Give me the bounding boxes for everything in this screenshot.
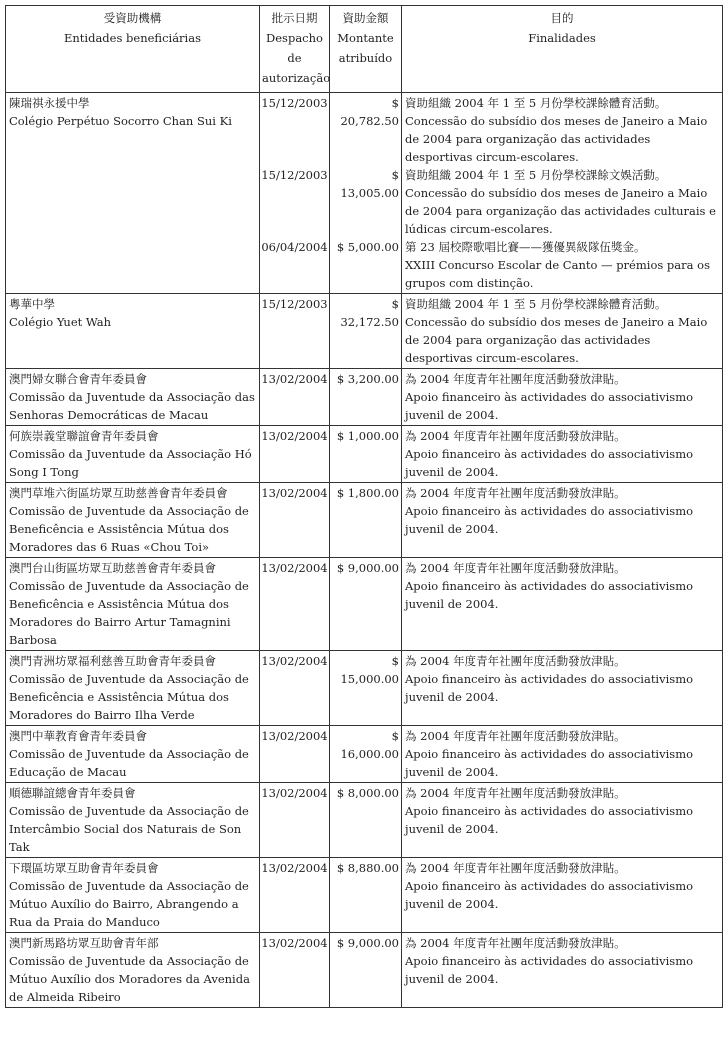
purpose-pt: Concessão do subsídio dos meses de Janeiro a Maio de 2004 para organização das actividades culturais e lúdicas circum-escolares. bbox=[405, 186, 716, 236]
purpose-cell bbox=[402, 93, 723, 294]
table-row bbox=[6, 651, 723, 726]
purpose-zh: 為 2004 年度青年社團年度活動發放津貼。 bbox=[405, 729, 626, 743]
date-cell bbox=[260, 933, 330, 1008]
entity-name-zh: 何族崇義堂聯誼會青年委員會 bbox=[9, 429, 159, 443]
purpose-item bbox=[405, 934, 719, 988]
purpose-item bbox=[405, 484, 719, 538]
amount-cell bbox=[330, 426, 402, 483]
entity-cell bbox=[6, 651, 260, 726]
amount-cell bbox=[330, 369, 402, 426]
header-amount bbox=[330, 6, 402, 93]
date-cell bbox=[260, 294, 330, 369]
table-row bbox=[6, 483, 723, 558]
purpose-cell bbox=[402, 426, 723, 483]
entity-name-zh: 順德聯誼總會青年委員會 bbox=[9, 786, 136, 800]
purpose-item bbox=[405, 784, 719, 838]
subsidy-table bbox=[5, 5, 723, 1008]
purpose-item bbox=[405, 427, 719, 481]
amount-value: $ 15,000.00 bbox=[340, 654, 399, 686]
purpose-item bbox=[405, 859, 719, 913]
purpose-zh: 為 2004 年度青年社團年度活動發放津貼。 bbox=[405, 372, 626, 386]
purpose-item bbox=[405, 238, 719, 292]
amount-cell bbox=[330, 558, 402, 651]
header-amount-pt1: Montante bbox=[337, 31, 394, 45]
purpose-pt: Apoio financeiro às actividades do associativismo juvenil de 2004. bbox=[405, 447, 694, 479]
purpose-cell bbox=[402, 483, 723, 558]
entity-cell bbox=[6, 93, 260, 294]
entity-name-pt: Comissão de Juventude da Associação de Beneficência e Assistência Mútua dos Moradores das 6 Ruas «Chou Toi» bbox=[9, 504, 249, 554]
purpose-item bbox=[405, 166, 719, 238]
date-cell bbox=[260, 558, 330, 651]
purpose-pt: Apoio financeiro às actividades do associativismo juvenil de 2004. bbox=[405, 954, 694, 986]
amount-value: $ 13,005.00 bbox=[340, 168, 399, 200]
date-cell bbox=[260, 426, 330, 483]
entity-name-zh: 澳門青洲坊眾福利慈善互助會青年委員會 bbox=[9, 654, 216, 668]
entity-name-zh: 粵華中學 bbox=[9, 297, 55, 311]
table-row bbox=[6, 558, 723, 651]
entity-cell bbox=[6, 783, 260, 858]
amount-value: $ 20,782.50 bbox=[340, 96, 399, 128]
date-value: 13/02/2004 bbox=[261, 372, 328, 386]
amount-value: $ 1,000.00 bbox=[336, 429, 399, 443]
purpose-pt: Apoio financeiro às actividades do associativismo juvenil de 2004. bbox=[405, 747, 694, 779]
date-value: 06/04/2004 bbox=[261, 240, 328, 254]
date-cell bbox=[260, 651, 330, 726]
purpose-zh: 為 2004 年度青年社團年度活動發放津貼。 bbox=[405, 561, 626, 575]
purpose-cell bbox=[402, 783, 723, 858]
date-value: 15/12/2003 bbox=[261, 168, 328, 182]
table-row bbox=[6, 426, 723, 483]
date-value: 15/12/2003 bbox=[261, 96, 328, 110]
table-row bbox=[6, 933, 723, 1008]
purpose-zh: 為 2004 年度青年社團年度活動發放津貼。 bbox=[405, 786, 626, 800]
amount-value: $ 3,200.00 bbox=[336, 372, 399, 386]
purpose-zh: 為 2004 年度青年社團年度活動發放津貼。 bbox=[405, 654, 626, 668]
amount-value: $ 16,000.00 bbox=[340, 729, 399, 761]
entity-name-zh: 澳門草堆六街區坊眾互助慈善會青年委員會 bbox=[9, 486, 228, 500]
amount-value: $ 8,880.00 bbox=[336, 861, 399, 875]
date-value: 13/02/2004 bbox=[261, 429, 328, 443]
entity-cell bbox=[6, 558, 260, 651]
header-purpose-zh: 目的 bbox=[550, 11, 574, 25]
purpose-zh: 資助組織 2004 年 1 至 5 月份學校課餘體育活動。 bbox=[405, 96, 667, 110]
entity-name-pt: Colégio Yuet Wah bbox=[9, 315, 111, 329]
header-entities-pt: Entidades beneficiárias bbox=[63, 31, 201, 45]
entity-name-pt: Comissão de Juventude da Associação de Beneficência e Assistência Mútua dos Moradores do Bairro Artur Tamagnini Barbosa bbox=[9, 579, 249, 647]
date-value: 15/12/2003 bbox=[261, 297, 328, 311]
entity-name-zh: 澳門婦女聯合會青年委員會 bbox=[9, 372, 147, 386]
amount-cell bbox=[330, 858, 402, 933]
purpose-pt: Apoio financeiro às actividades do associativismo juvenil de 2004. bbox=[405, 672, 694, 704]
date-value: 13/02/2004 bbox=[261, 861, 328, 875]
purpose-pt: Apoio financeiro às actividades do associativismo juvenil de 2004. bbox=[405, 579, 694, 611]
purpose-pt: Apoio financeiro às actividades do associativismo juvenil de 2004. bbox=[405, 504, 694, 536]
entity-name-pt: Comissão de Juventude da Associação de Beneficência e Assistência Mútua dos Moradores do Bairro Ilha Verde bbox=[9, 672, 249, 722]
header-amount-pt2: atribuído bbox=[338, 51, 393, 65]
table-body bbox=[6, 93, 723, 1008]
date-cell bbox=[260, 483, 330, 558]
entity-cell bbox=[6, 933, 260, 1008]
entity-name-zh: 下環區坊眾互助會青年委員會 bbox=[9, 861, 159, 875]
date-cell bbox=[260, 369, 330, 426]
header-purpose bbox=[402, 6, 723, 93]
purpose-zh: 為 2004 年度青年社團年度活動發放津貼。 bbox=[405, 861, 626, 875]
purpose-pt: XXIII Concurso Escolar de Canto — prémios para os grupos com distinção. bbox=[405, 258, 710, 290]
amount-cell bbox=[330, 294, 402, 369]
date-cell bbox=[260, 783, 330, 858]
amount-cell bbox=[330, 933, 402, 1008]
entity-cell bbox=[6, 858, 260, 933]
purpose-item bbox=[405, 727, 719, 781]
purpose-zh: 為 2004 年度青年社團年度活動發放津貼。 bbox=[405, 936, 626, 950]
date-cell bbox=[260, 858, 330, 933]
table-row bbox=[6, 783, 723, 858]
amount-value: $ 32,172.50 bbox=[340, 297, 399, 329]
purpose-cell bbox=[402, 369, 723, 426]
table-row bbox=[6, 93, 723, 294]
purpose-pt: Apoio financeiro às actividades do associativismo juvenil de 2004. bbox=[405, 390, 694, 422]
date-value: 13/02/2004 bbox=[261, 936, 328, 950]
entity-name-pt: Comissão da Juventude da Associação das Senhoras Democráticas de Macau bbox=[9, 390, 255, 422]
purpose-cell bbox=[402, 558, 723, 651]
purpose-pt: Apoio financeiro às actividades do associativismo juvenil de 2004. bbox=[405, 804, 694, 836]
purpose-item bbox=[405, 370, 719, 424]
purpose-zh: 資助組織 2004 年 1 至 5 月份學校課餘體育活動。 bbox=[405, 297, 667, 311]
amount-value: $ 1,800.00 bbox=[336, 486, 399, 500]
table-row bbox=[6, 294, 723, 369]
header-entities-zh: 受資助機構 bbox=[103, 11, 162, 25]
amount-value: $ 9,000.00 bbox=[336, 936, 399, 950]
entity-cell bbox=[6, 726, 260, 783]
purpose-zh: 第 23 屆校際歌唱比賽——獲優異級隊伍獎金。 bbox=[405, 240, 646, 254]
header-date-pt1: Despacho de bbox=[266, 31, 323, 65]
purpose-cell bbox=[402, 933, 723, 1008]
table-row bbox=[6, 369, 723, 426]
entity-name-pt: Comissão de Juventude da Associação de Intercâmbio Social dos Naturais de Son Tak bbox=[9, 804, 249, 854]
header-amount-zh: 資助金額 bbox=[342, 11, 389, 25]
purpose-zh: 為 2004 年度青年社團年度活動發放津貼。 bbox=[405, 486, 626, 500]
header-date bbox=[260, 6, 330, 93]
purpose-item bbox=[405, 652, 719, 706]
header-purpose-pt: Finalidades bbox=[528, 31, 596, 45]
date-cell bbox=[260, 93, 330, 294]
amount-cell bbox=[330, 483, 402, 558]
purpose-item bbox=[405, 94, 719, 166]
entity-name-zh: 澳門新馬路坊眾互助會青年部 bbox=[9, 936, 159, 950]
purpose-zh: 資助組織 2004 年 1 至 5 月份學校課餘文娛活動。 bbox=[405, 168, 667, 182]
header-date-zh: 批示日期 bbox=[271, 11, 318, 25]
date-value: 13/02/2004 bbox=[261, 729, 328, 743]
amount-cell bbox=[330, 726, 402, 783]
entity-name-pt: Comissão de Juventude da Associação de Mútuo Auxílio dos Moradores da Avenida de Almeida Ribeiro bbox=[9, 954, 250, 1004]
entity-name-pt: Colégio Perpétuo Socorro Chan Sui Ki bbox=[9, 114, 232, 128]
purpose-item bbox=[405, 295, 719, 367]
purpose-item bbox=[405, 559, 719, 613]
purpose-cell bbox=[402, 858, 723, 933]
amount-value: $ 8,000.00 bbox=[336, 786, 399, 800]
purpose-zh: 為 2004 年度青年社團年度活動發放津貼。 bbox=[405, 429, 626, 443]
table-row bbox=[6, 726, 723, 783]
header-entities bbox=[6, 6, 260, 93]
amount-value: $ 5,000.00 bbox=[336, 240, 399, 254]
entity-cell bbox=[6, 369, 260, 426]
date-value: 13/02/2004 bbox=[261, 561, 328, 575]
date-cell bbox=[260, 726, 330, 783]
amount-cell bbox=[330, 651, 402, 726]
header-date-pt2: autorização bbox=[262, 71, 331, 85]
purpose-pt: Apoio financeiro às actividades do associativismo juvenil de 2004. bbox=[405, 879, 694, 911]
purpose-pt: Concessão do subsídio dos meses de Janeiro a Maio de 2004 para organização das actividades desportivas circum-escolares. bbox=[405, 315, 708, 365]
entity-name-zh: 陳瑞祺永援中學 bbox=[9, 96, 90, 110]
entity-cell bbox=[6, 294, 260, 369]
date-value: 13/02/2004 bbox=[261, 486, 328, 500]
entity-name-pt: Comissão de Juventude da Associação de Mútuo Auxílio do Bairro, Abrangendo a Rua da Praia do Manduco bbox=[9, 879, 249, 929]
date-value: 13/02/2004 bbox=[261, 786, 328, 800]
entity-name-pt: Comissão da Juventude da Associação Hó Song I Tong bbox=[9, 447, 252, 479]
purpose-cell bbox=[402, 726, 723, 783]
date-value: 13/02/2004 bbox=[261, 654, 328, 668]
amount-cell bbox=[330, 783, 402, 858]
entity-name-zh: 澳門中華教育會青年委員會 bbox=[9, 729, 147, 743]
purpose-cell bbox=[402, 651, 723, 726]
entity-cell bbox=[6, 426, 260, 483]
amount-value: $ 9,000.00 bbox=[336, 561, 399, 575]
entity-name-zh: 澳門台山街區坊眾互助慈善會青年委員會 bbox=[9, 561, 216, 575]
table-row bbox=[6, 858, 723, 933]
purpose-pt: Concessão do subsídio dos meses de Janeiro a Maio de 2004 para organização das actividades desportivas circum-escolares. bbox=[405, 114, 708, 164]
entity-name-pt: Comissão de Juventude da Associação de Educação de Macau bbox=[9, 747, 249, 779]
table-header-row bbox=[6, 6, 723, 93]
purpose-cell bbox=[402, 294, 723, 369]
amount-cell bbox=[330, 93, 402, 294]
entity-cell bbox=[6, 483, 260, 558]
